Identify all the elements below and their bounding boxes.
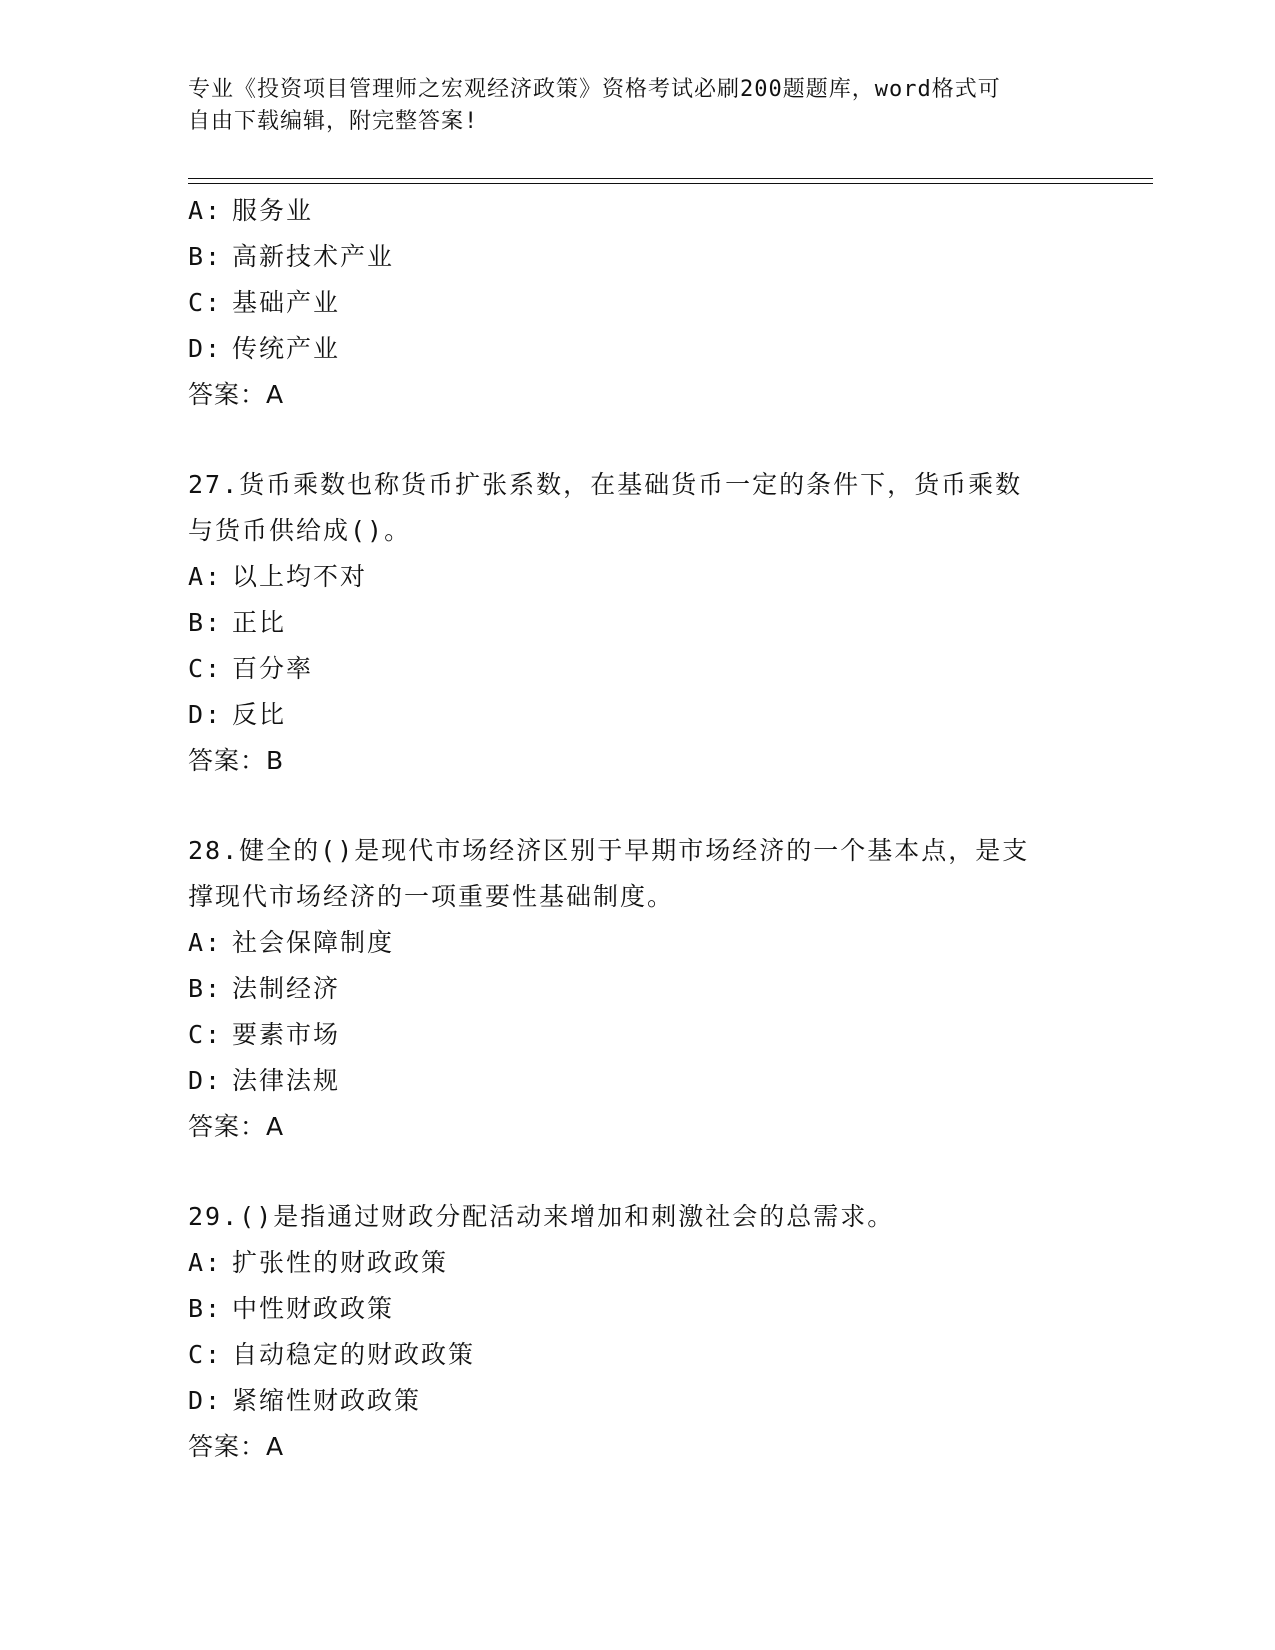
header-divider-bottom bbox=[188, 183, 1153, 184]
option-text: 服务业 bbox=[232, 196, 314, 225]
option-letter: A: bbox=[188, 196, 223, 225]
header-line-2: 自由下载编辑，附完整答案! bbox=[188, 109, 479, 134]
question-stem: 27.货币乘数也称货币扩张系数，在基础货币一定的条件下，货币乘数 bbox=[188, 470, 1023, 499]
option-text: 要素市场 bbox=[232, 1020, 341, 1049]
answer-line: 答案：B bbox=[188, 746, 285, 775]
option-b bbox=[188, 600, 1108, 646]
option-letter: B: bbox=[188, 974, 223, 1003]
option-letter: C: bbox=[188, 1340, 223, 1369]
option-text: 中性财政政策 bbox=[232, 1294, 395, 1323]
option-letter: D: bbox=[188, 700, 223, 729]
option-d bbox=[188, 1058, 1108, 1104]
header-line-1: 专业《投资项目管理师之宏观经济政策》资格考试必刷200题题库，word格式可 bbox=[188, 77, 1001, 102]
option-letter: A: bbox=[188, 1248, 223, 1277]
question-28 bbox=[188, 828, 1108, 1150]
option-letter: D: bbox=[188, 1386, 223, 1415]
option-letter: C: bbox=[188, 288, 223, 317]
option-letter: B: bbox=[188, 608, 223, 637]
option-c bbox=[188, 1012, 1108, 1058]
option-letter: D: bbox=[188, 1066, 223, 1095]
option-b bbox=[188, 234, 1108, 280]
option-letter: A: bbox=[188, 562, 223, 591]
option-a bbox=[188, 554, 1108, 600]
option-text: 百分率 bbox=[232, 654, 314, 683]
option-c bbox=[188, 280, 1108, 326]
option-letter: C: bbox=[188, 1020, 223, 1049]
question-26 bbox=[188, 188, 1108, 418]
option-d bbox=[188, 1378, 1108, 1424]
option-text: 传统产业 bbox=[232, 334, 341, 363]
option-d bbox=[188, 692, 1108, 738]
option-d bbox=[188, 326, 1108, 372]
option-text: 高新技术产业 bbox=[232, 242, 395, 271]
question-stem: 29.()是指通过财政分配活动来增加和刺激社会的总需求。 bbox=[188, 1202, 895, 1231]
option-text: 法律法规 bbox=[232, 1066, 341, 1095]
option-text: 社会保障制度 bbox=[232, 928, 395, 957]
header-divider-top bbox=[188, 178, 1153, 179]
answer-line: 答案：A bbox=[188, 380, 285, 409]
option-letter: C: bbox=[188, 654, 223, 683]
option-text: 扩张性的财政政策 bbox=[232, 1248, 449, 1277]
option-c bbox=[188, 1332, 1108, 1378]
option-a bbox=[188, 188, 1108, 234]
question-27 bbox=[188, 462, 1108, 784]
option-b bbox=[188, 966, 1108, 1012]
question-stem: 28.健全的()是现代市场经济区别于早期市场经济的一个基本点，是支 bbox=[188, 836, 1030, 865]
question-stem-continued: 与货币供给成()。 bbox=[188, 516, 412, 545]
option-text: 以上均不对 bbox=[232, 562, 368, 591]
option-b bbox=[188, 1286, 1108, 1332]
document-header bbox=[188, 74, 1088, 138]
option-text: 基础产业 bbox=[232, 288, 341, 317]
option-a bbox=[188, 920, 1108, 966]
option-letter: A: bbox=[188, 928, 223, 957]
option-text: 法制经济 bbox=[232, 974, 341, 1003]
option-letter: B: bbox=[188, 242, 223, 271]
option-text: 自动稳定的财政政策 bbox=[232, 1340, 476, 1369]
answer-line: 答案：A bbox=[188, 1112, 285, 1141]
question-stem-continued: 撑现代市场经济的一项重要性基础制度。 bbox=[188, 882, 675, 911]
option-text: 反比 bbox=[232, 700, 287, 729]
question-list bbox=[188, 188, 1108, 1470]
answer-line: 答案：A bbox=[188, 1432, 285, 1461]
question-29 bbox=[188, 1194, 1108, 1470]
option-letter: D: bbox=[188, 334, 223, 363]
option-text: 正比 bbox=[232, 608, 287, 637]
option-c bbox=[188, 646, 1108, 692]
option-text: 紧缩性财政政策 bbox=[232, 1386, 422, 1415]
option-a bbox=[188, 1240, 1108, 1286]
option-letter: B: bbox=[188, 1294, 223, 1323]
